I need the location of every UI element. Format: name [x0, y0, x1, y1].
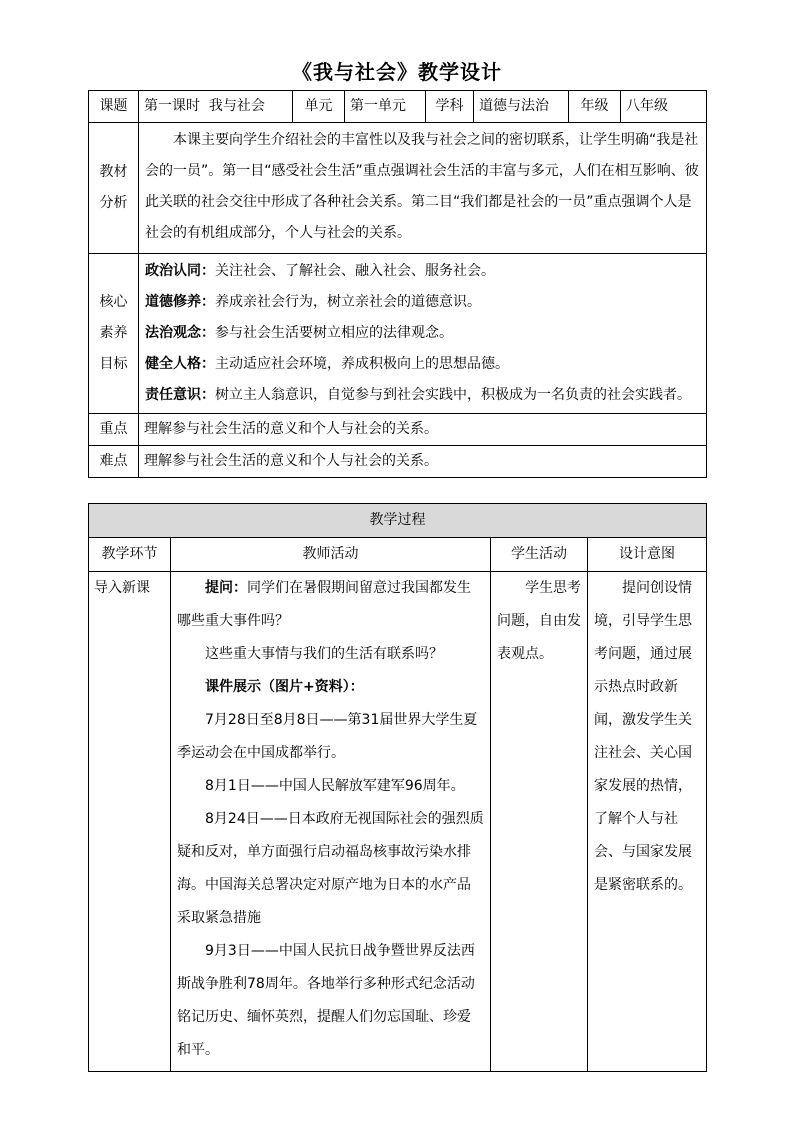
process-header-row: [89, 538, 707, 572]
goal-text: 关注社会、了解社会、融入社会、服务社会。: [215, 263, 495, 279]
unit-value: 第一单元: [345, 91, 426, 123]
event-item: 9月3日——中国人民抗日战争暨世界反法西斯战争胜利78周年。各地举行多种形式纪念活动铭记历史、缅怀英烈，提醒人们勿忘国耻、珍爱和平。: [177, 943, 475, 1058]
goal-item: [145, 380, 700, 411]
design-intent-text: 提问创设情境，引导学生思考问题，通过展示热点时政新闻，激发学生关注社会、关心国家发展的热情，了解个人与社会、与国家发展是紧密联系的。: [594, 580, 692, 893]
column-header-intent: 设计意图: [588, 538, 707, 572]
topic-label: 课题: [89, 91, 139, 123]
goal-text: 参与社会生活要树立相应的法律观念。: [215, 325, 453, 341]
analysis-label: [89, 123, 139, 254]
design-intent-cell: [588, 572, 707, 1072]
teacher-activity-cell: [171, 572, 491, 1072]
goal-item: [145, 349, 700, 380]
info-row: [89, 91, 707, 123]
goal-key: 责任意识：: [145, 387, 215, 403]
event-item: 8月24日——日本政府无视国际社会的强烈质疑和反对，单方面强行启动福岛核事故污染水排海。中国海关总署决定对原产地为日本的水产品采取紧急措施: [177, 811, 484, 926]
goals-label: [89, 254, 139, 414]
difficulty-text: 理解参与社会生活的意义和个人与社会的关系。: [139, 446, 707, 478]
goal-text: 主动适应社会环境，养成积极向上的思想品德。: [215, 356, 509, 372]
question-text: 同学们在暑假期间留意过我国都发生哪些重大事件吗？: [177, 580, 471, 629]
teacher-question: [177, 572, 484, 638]
column-header-teacher: 教师活动: [171, 538, 491, 572]
teacher-question-2: 这些重大事情与我们的生活有联系吗？: [205, 646, 443, 662]
subject-label: 学科: [426, 91, 474, 123]
event-item: 7月28日至8月8日——第31届世界大学生夏季运动会在中国成都举行。: [177, 712, 478, 761]
student-activity-text: 学生思考问题，自由发表观点。: [497, 580, 581, 662]
courseware-show: 课件展示（图片+资料）：: [205, 679, 364, 695]
goals-cell: [139, 254, 707, 414]
process-row: [89, 572, 707, 1072]
goals-label-line-1: 核心: [99, 294, 128, 310]
goal-text: 养成亲社会行为，树立亲社会的道德意识。: [215, 294, 481, 310]
goal-item: [145, 318, 700, 349]
difficulty-label: 难点: [89, 446, 139, 478]
goals-row: [89, 254, 707, 414]
unit-label: 单元: [293, 91, 345, 123]
grade-label: 年级: [569, 91, 621, 123]
column-header-stage: 教学环节: [89, 538, 171, 572]
process-heading-row: [89, 504, 707, 538]
analysis-label-line-2: 分析: [99, 195, 128, 211]
goal-item: [145, 287, 700, 318]
goal-key: 法治观念：: [145, 325, 215, 341]
student-activity-cell: [491, 572, 588, 1072]
process-heading: 教学过程: [89, 504, 707, 538]
goal-key: 政治认同：: [145, 263, 215, 279]
difficulty-row: [89, 446, 707, 478]
key-point-row: [89, 414, 707, 446]
key-point-text: 理解参与社会生活的意义和个人与社会的关系。: [139, 414, 707, 446]
analysis-text-cell: [139, 123, 707, 254]
topic-value: 第一课时 我与社会: [139, 91, 293, 123]
analysis-label-line-1: 教材: [99, 164, 128, 180]
goals-label-line-3: 目标: [99, 356, 128, 372]
subject-value: 道德与法治: [474, 91, 569, 123]
goal-text: 树立主人翁意识，自觉参与到社会实践中，积极成为一名负责的社会实践者。: [215, 387, 691, 403]
grade-value: 八年级: [621, 91, 707, 123]
analysis-row: [89, 123, 707, 254]
goals-label-line-2: 素养: [99, 325, 128, 341]
event-item: 8月1日——中国人民解放军建军96周年。: [205, 778, 465, 794]
lesson-info-table: [88, 90, 707, 478]
page-title: 《我与社会》教学设计: [292, 60, 502, 84]
analysis-text: 本课主要向学生介绍社会的丰富性以及我与社会之间的密切联系，让学生明确“我是社会的一员”。第一目“感受社会生活”重点强调社会生活的丰富与多元，人们在相互影响、彼此关联的社会交往中形成了各种社会关系。第二目“我们都是社会的一员”重点强调个人是社会的有机组成部分，个人与社会的关系。: [145, 132, 699, 241]
teaching-process-table: [88, 503, 707, 1072]
goal-item: [145, 256, 700, 287]
stage-cell: 导入新课: [89, 572, 171, 1072]
goal-key: 健全人格：: [145, 356, 215, 372]
goal-key: 道德修养：: [145, 294, 215, 310]
question-key: 提问：: [205, 580, 247, 596]
key-point-label: 重点: [89, 414, 139, 446]
column-header-student: 学生活动: [491, 538, 588, 572]
